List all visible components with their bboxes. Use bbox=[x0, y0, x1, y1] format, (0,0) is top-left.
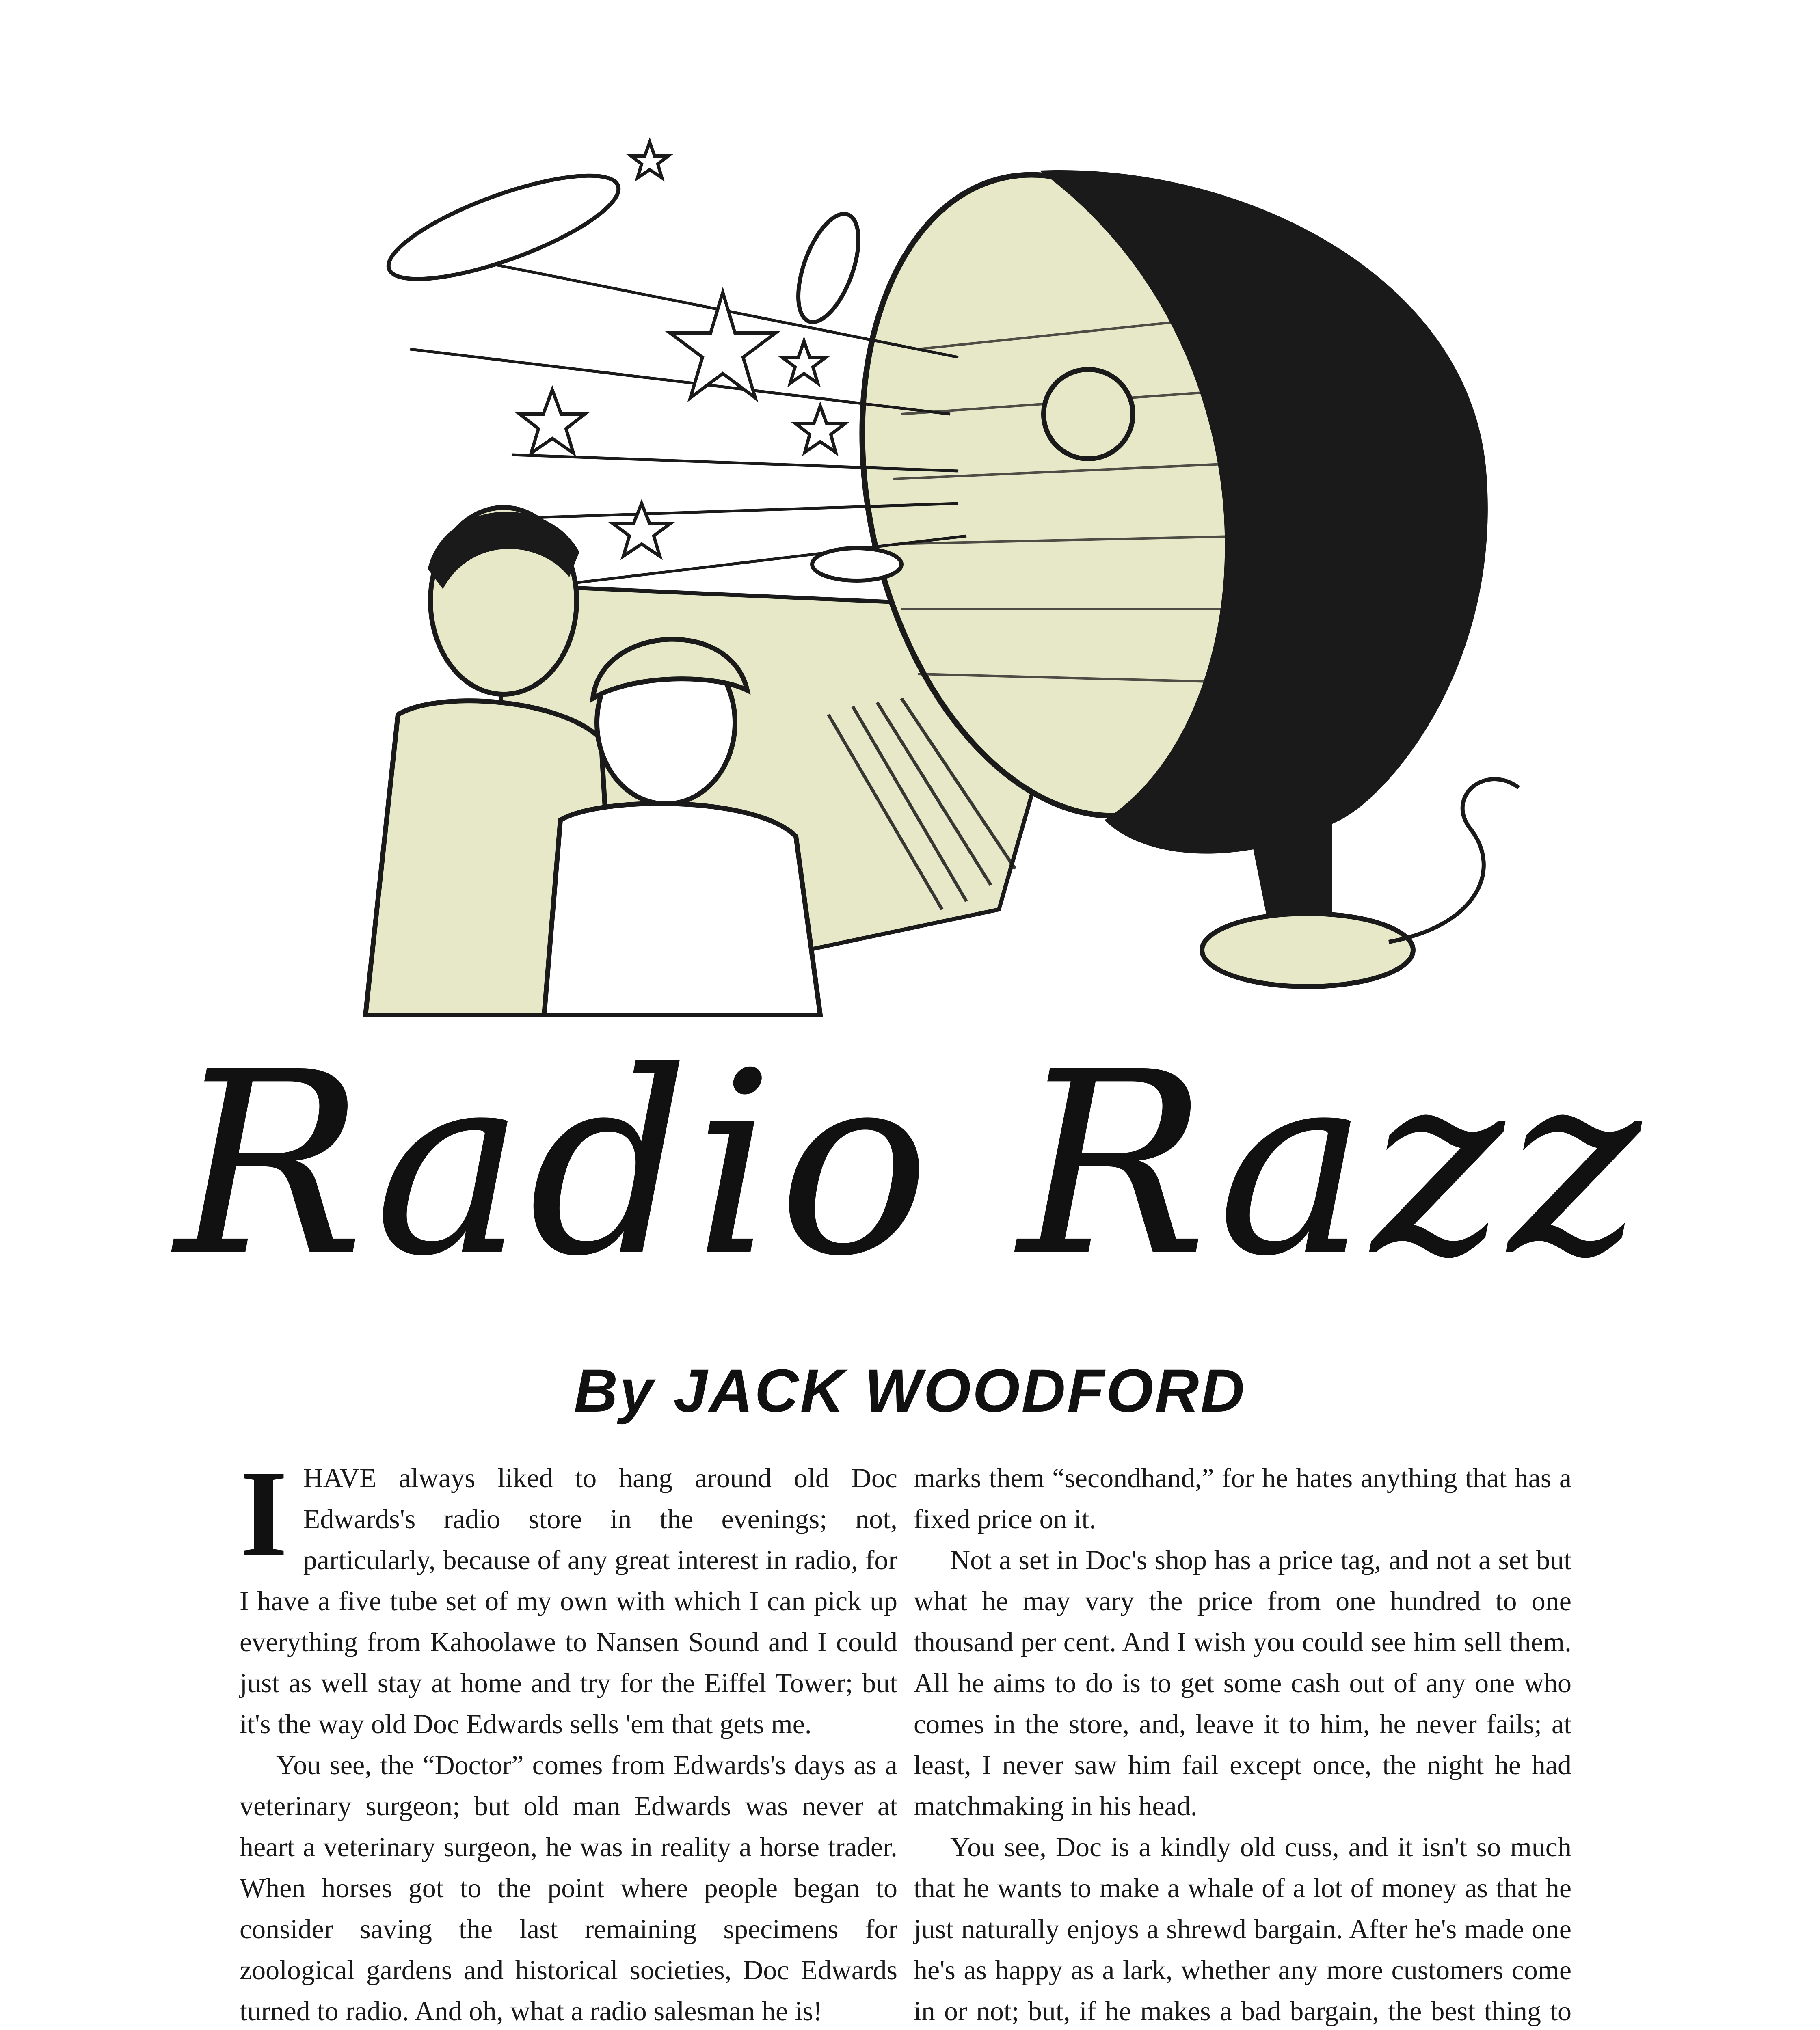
article-byline: By JACK WOODFORD bbox=[574, 1356, 1246, 1425]
article-column-left bbox=[240, 1445, 897, 2030]
paragraph-text: HAVE always liked to hang around old Doc Edwards's radio store in the evenings; not, particularly, because of any great interest in radio, for I have a five tube set of my own with which I can pick up everything from Kahoolawe to Nansen Sound and I could just as well stay at home and try for the Eiffel Tower; but it's the way old Doc Edwards sells 'em that gets me. bbox=[240, 1462, 897, 1739]
saturn-planet bbox=[812, 548, 901, 581]
article-column-right bbox=[914, 1458, 1571, 2030]
star bbox=[520, 390, 585, 453]
horn-base bbox=[1202, 914, 1413, 987]
article-title: Radio Razz bbox=[175, 1019, 1645, 1311]
paragraph: You see, the “Doctor” comes from Edwards's days as a veterinary surgeon; but old man Edwards was never at heart a veterinary surgeon, he was in reality a horse trader. When horses got to the point where people began to consider saving the last remaining specimens for zoological gardens and historical societies, Doc Edwards turned to radio. And oh, what a radio salesman he is! bbox=[240, 1749, 897, 2026]
radio-horn-speaker-illustration bbox=[349, 106, 1543, 1023]
woman-body bbox=[544, 803, 820, 1015]
horn-neck bbox=[1243, 796, 1332, 918]
speaker-cord bbox=[1389, 779, 1519, 942]
paragraph: Not a set in Doc's shop has a price tag, and not a set but what he may vary the price from one hundred to one thousand per cent. And I wish you could see him sell them. All he aims to do is to get some cash out of any one who comes in the store, and, leave it to him, he never fails; at least, I never saw him fail except once, the night he had matchmaking in his head. bbox=[914, 1544, 1571, 1821]
rocket-ship bbox=[378, 155, 629, 300]
paragraph bbox=[240, 1445, 897, 1745]
horn-center-disc bbox=[1044, 369, 1133, 459]
star bbox=[613, 503, 670, 556]
star bbox=[631, 142, 668, 178]
star bbox=[796, 406, 845, 452]
paragraph: You see, Doc is a kindly old cuss, and it isn't so much that he wants to make a whale of a lot of money as that he just naturally enjoys a shrewd bargain. After he's made one he's as happy as a lark, whether any more customers come in or not; but, if he makes a bad bargain, the best thing to bbox=[914, 1831, 1571, 2026]
drop-cap: I bbox=[240, 1445, 288, 1582]
star bbox=[782, 341, 826, 383]
ring-ship bbox=[786, 206, 871, 330]
paragraph: marks them “secondhand,” for he hates anything that has a fixed price on it. bbox=[914, 1462, 1571, 1534]
